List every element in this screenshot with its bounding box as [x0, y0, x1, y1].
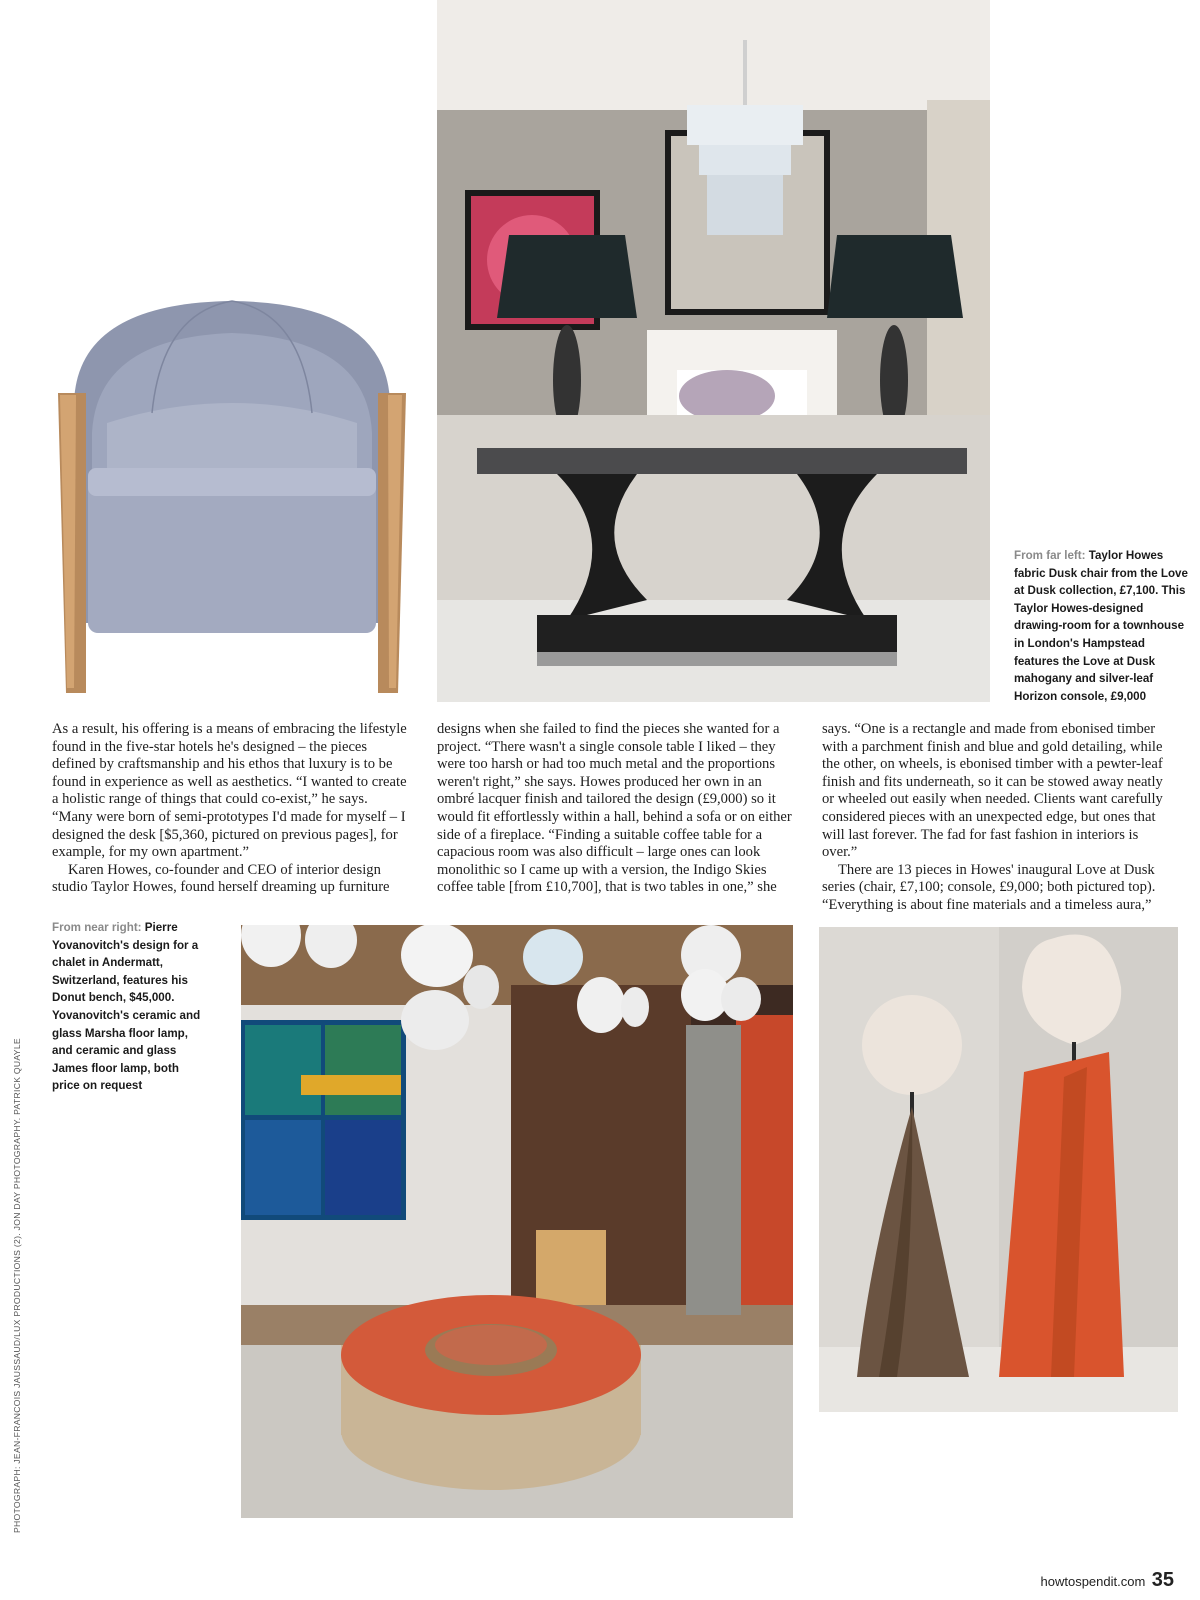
- body-column-3: [822, 721, 1177, 915]
- body-paragraph: Karen Howes, co-founder and CEO of interior design studio Taylor Howes, found herself dreaming up furniture: [52, 861, 390, 896]
- website-url: howtospendit.com: [1040, 1574, 1146, 1589]
- caption-text: Taylor Howes fabric Dusk chair from the Love at Dusk collection, £7,100. This Taylor Howes-designed drawing-room for a townhouse in London's Hampstead features the Love at Dusk mahogany and silver-leaf Horizon console, £9,000: [1014, 549, 1188, 703]
- top-photo-caption: [1014, 547, 1192, 705]
- floor-lamps-photo: [819, 927, 1178, 1412]
- drawing-room-photo: [437, 0, 990, 702]
- page-folio: [1041, 1569, 1174, 1592]
- photo-credit: PHOTOGRAPH: JEAN-FRANCOIS JAUSSAUD/LUX PRODUCTIONS (2). JON DAY PHOTOGRAPHY. PATRICK QUAYLE: [12, 1038, 22, 1533]
- body-column-2: [437, 721, 792, 897]
- body-paragraph: As a result, his offering is a means of embracing the lifestyle found in the five-star hotels he's designed – the pieces defined by craftsmanship and his ethos that luxury is to be found in experience as well as aesthetics. “I wanted to create a holistic range of things that could co-exist,” he says. “Many were born of semi-prototypes I'd made for myself – I designed the desk [$5,360, pictured on previous pages], for example, for my own apartment.”: [52, 721, 407, 861]
- page-number: 35: [1151, 1569, 1174, 1591]
- chalet-donut-bench-photo: [241, 925, 793, 1518]
- body-paragraph: says. “One is a rectangle and made from ebonised timber with a parchment finish and blue and gold detailing, while the other, on wheels, is ebonised timber with a pewter-leaf finish and fits underneath, so it can be stowed away neatly or wheeled out easily when needed. Clients want carefully considered pieces with an unexpected edge, but ones that will last forever. The fad for fast fashion in interiors is over.”: [822, 721, 1163, 861]
- caption-lead: From far left:: [1014, 549, 1086, 562]
- body-paragraph: designs when she failed to find the pieces she wanted for a project. “There wasn't a single console table I liked – they were too harsh or had too much metal and the proportions weren't right,” she says. Howes produced her own in an ombré lacquer finish and tailored the design (£9,000) so it would fit effortlessly within a hall, behind a sofa or on either side of a fireplace. “Finding a suitable coffee table for a capacious room was also difficult – large ones can look monolithic so I came up with a version, the Indigo Skies coffee table [from £10,700], that is two tables in one,” she: [437, 721, 792, 896]
- body-column-1: [52, 721, 407, 897]
- body-paragraph: There are 13 pieces in Howes' inaugural Love at Dusk series (chair, £7,100; console, £9,000; both pictured top). “Everything is about fine materials and a timeless aura,”: [822, 861, 1156, 913]
- caption-text: Pierre Yovanovitch's design for a chalet in Andermatt, Switzerland, features his Donut bench, $45,000. Yovanovitch's ceramic and glass Marsha floor lamp, and ceramic and glass James floor lamp, both price on request: [52, 921, 201, 1093]
- bottom-photo-caption: [52, 919, 207, 1095]
- caption-lead: From near right:: [52, 921, 142, 934]
- dusk-chair-photo: [52, 293, 412, 700]
